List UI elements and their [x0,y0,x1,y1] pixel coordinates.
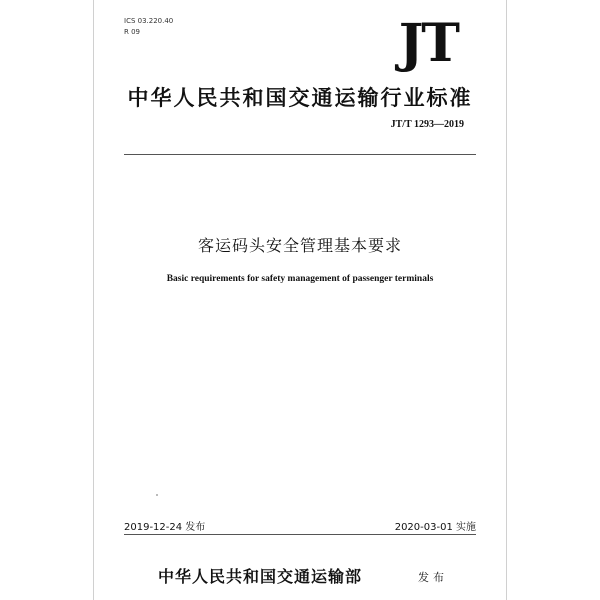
standard-title: 中华人民共和国交通运输行业标准 [127,86,473,110]
publisher-name: 中华人民共和国交通运输部 [158,567,363,586]
bottom-divider [124,534,476,535]
jt-logo: JT [398,13,458,74]
document-title: 客运码头安全管理基本要求 [197,236,402,255]
publish-label: 发布 [418,571,448,584]
ics-code: ICS 03.220.40 [124,17,174,25]
top-divider [124,154,476,155]
document-subtitle: Basic requirements for safety management of passenger terminals [166,274,434,284]
decorative-dot [156,494,158,496]
standard-number: JT/T 1293—2019 [390,119,464,130]
issue-date: 2019-12-24 发布 [124,522,206,533]
implementation-date: 2020-03-01 实施 [394,522,476,533]
classification-codes [124,16,173,38]
document-cover [93,0,507,600]
category-code: R 09 [124,28,140,36]
